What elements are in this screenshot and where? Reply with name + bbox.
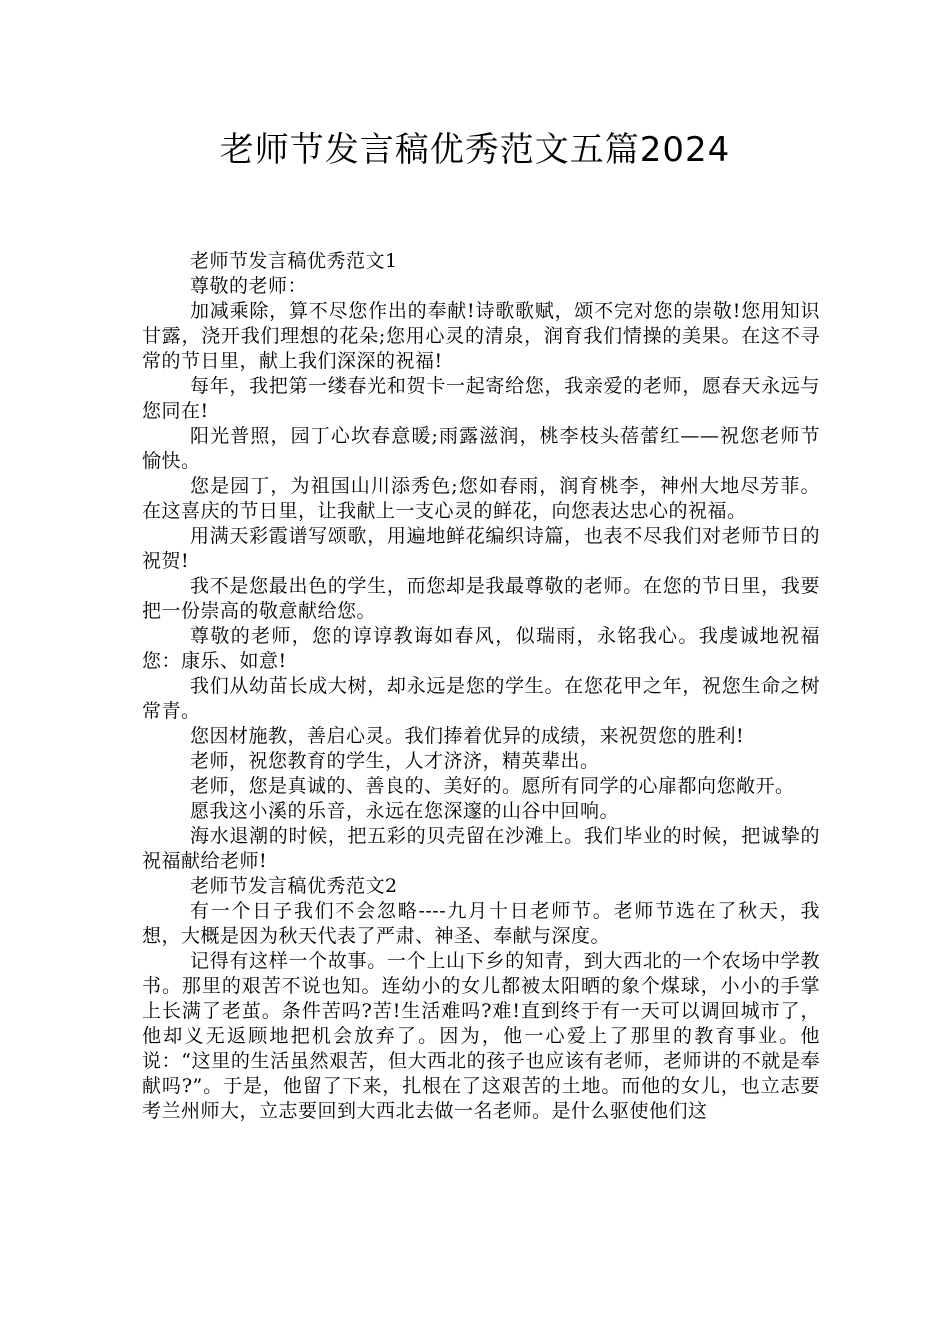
paragraph: 每年，我把第一缕春光和贺卡一起寄给您，我亲爱的老师，愿春天永远与您同在! (142, 375, 820, 422)
paragraph: 您因材施教，善启心灵。我们捧着优异的成绩，来祝贺您的胜利! (190, 725, 745, 747)
heading-essay-2: 老师节发言稿优秀范文2 (190, 875, 398, 897)
paragraph: 我不是您最出色的学生，而您却是我最尊敬的老师。在您的节日里，我要把一份崇高的敬意献给您。 (142, 575, 820, 622)
paragraph: 有一个日子我们不会忽略----九月十日老师节。老师节选在了秋天，我想，大概是因为秋天代表了严肃、神圣、奉献与深度。 (142, 900, 820, 947)
document-body (142, 249, 820, 1124)
paragraph: 尊敬的老师，您的谆谆教诲如春风，似瑞雨，永铭我心。我虔诚地祝福您：康乐、如意! (142, 625, 820, 672)
paragraph: 阳光普照，园丁心坎春意暖;雨露滋润，桃李枝头蓓蕾红——祝您老师节愉快。 (142, 425, 820, 472)
paragraph: 我们从幼苗长成大树，却永远是您的学生。在您花甲之年，祝您生命之树常青。 (142, 675, 820, 722)
paragraph: 老师，您是真诚的、善良的、美好的。愿所有同学的心扉都向您敞开。 (190, 775, 795, 797)
paragraph: 海水退潮的时候，把五彩的贝壳留在沙滩上。我们毕业的时候，把诚挚的祝福献给老师! (142, 825, 820, 872)
salutation: 尊敬的老师： (190, 275, 308, 297)
paragraph: 愿我这小溪的乐音，永远在您深邃的山谷中回响。 (190, 800, 620, 822)
paragraph: 用满天彩霞谱写颂歌，用遍地鲜花编织诗篇，也表不尽我们对老师节日的祝贺! (142, 525, 820, 572)
document-title: 老师节发言稿优秀范文五篇2024 (219, 130, 731, 170)
paragraph: 记得有这样一个故事。一个上山下乡的知青，到大西北的一个农场中学教书。那里的艰苦不说也知。连幼小的女儿都被太阳晒的象个煤球，小小的手掌上长满了老茧。条件苦吗?苦!生活难吗?难!直到终于有一天可以调回城市了，他却义无返顾地把机会放弃了。因为，他一心爱上了那里的教育事业。他说：“这里的生活虽然艰苦，但大西北的孩子也应该有老师，老师讲的不就是奉献吗?”。于是，他留了下来，扎根在了这艰苦的土地。而他的女儿，也立志要考兰州师大，立志要回到大西北去做一名老师。是什么驱使他们这 (142, 950, 820, 1122)
paragraph: 您是园丁，为祖国山川添秀色;您如春雨，润育桃李，神州大地尽芳菲。在这喜庆的节日里，让我献上一支心灵的鲜花，向您表达忠心的祝福。 (142, 475, 820, 522)
heading-essay-1: 老师节发言稿优秀范文1 (190, 250, 398, 272)
paragraph: 加减乘除，算不尽您作出的奉献!诗歌歌赋，颂不完对您的崇敬!您用知识甘露，浇开我们理想的花朵;您用心灵的清泉，润育我们情操的美果。在这不寻常的节日里，献上我们深深的祝福! (142, 300, 820, 372)
paragraph: 老师，祝您教育的学生，人才济济，精英辈出。 (190, 750, 600, 772)
